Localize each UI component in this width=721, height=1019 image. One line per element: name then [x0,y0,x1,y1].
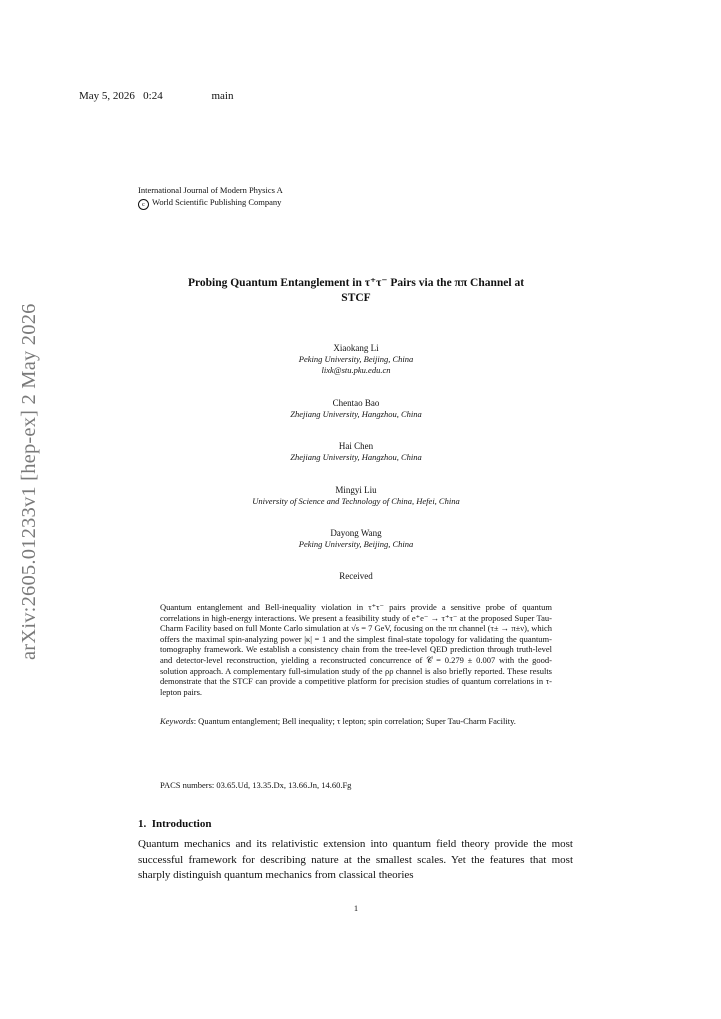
header-time: 0:24 [143,90,163,102]
author-affiliation: Zhejiang University, Hangzhou, China [290,452,422,462]
section-heading [138,818,211,830]
journal-name: International Journal of Modern Physics A [138,185,283,195]
author-email: lixk@stu.pku.edu.cn [321,365,391,375]
header-filename: main [211,90,234,102]
keywords-text: : Quantum entanglement; Bell inequality; τ lepton; spin correlation; Super Tau-Charm Facility. [193,716,516,726]
section-title: Introduction [151,818,212,830]
author-3 [130,440,582,463]
journal-info [138,184,283,210]
pacs-numbers: PACS numbers: 03.65.Ud, 13.35.Dx, 13.66.Jn, 14.60.Fg [160,780,352,790]
author-affiliation: University of Science and Technology of China, Hefei, China [252,496,460,506]
publisher: World Scientific Publishing Company [152,197,282,207]
keywords-label: Keywords [160,716,194,726]
received-line: Received [339,571,373,581]
author-5 [130,527,582,550]
intro-paragraph: Quantum mechanics and its relativistic extension into quantum field theory provide the most successful framework for describing nature at the smallest scales. Yet the features that most sharply distinguish quantum mechanics from classical theories [138,838,573,881]
arxiv-sidebar [18,303,58,700]
section-number: 1. [138,818,147,830]
title-line-2: STCF [341,292,371,304]
header-date: May 5, 2026 [79,90,135,102]
keywords [160,716,552,727]
page-number: 1 [353,903,359,913]
author-name: Chentao Bao [332,398,380,408]
author-affiliation: Peking University, Beijing, China [298,354,414,364]
abstract: Quantum entanglement and Bell-inequality violation in τ⁺τ⁻ pairs provide a sensitive probe of quantum correlations in high-energy interactions. We present a feasibility study of e⁺e⁻ → τ⁺τ⁻ at the proposed Super Tau-Charm Facility based on full Monte Carlo simulation at √s = 7 GeV, focusing on the ππ channel (τ± → π±ν), which offers the maximal spin-analyzing power |κ| = 1 and the simplest final-state topology for validating the quantum-tomography framework. We establish a consistency chain from the tree-level QED prediction through truth-level and detector-level reconstruction, yielding a reconstructed concurrence of 𝒞 = 0.279 ± 0.007 with the good-solution approach. A complementary full-simulation study of the ρρ channel is also briefly reported. These results demonstrate that the STCF can provide a competitive platform for precision studies of quantum correlations in τ-lepton pairs. [160,602,552,697]
author-name: Hai Chen [338,441,374,451]
running-header [79,90,233,102]
paper-title [130,276,582,306]
author-2 [130,397,582,420]
publisher-line [138,196,283,210]
author-affiliation: Zhejiang University, Hangzhou, China [290,409,422,419]
arxiv-identifier: arXiv:2605.01233v1 [hep-ex] 2 May 2026 [18,303,40,660]
copyright-icon: c [138,199,149,210]
author-4 [130,484,582,507]
author-name: Mingyi Liu [335,485,377,495]
author-name: Dayong Wang [330,528,382,538]
author-1 [130,342,582,376]
author-affiliation: Peking University, Beijing, China [298,539,414,549]
author-name: Xiaokang Li [333,343,379,353]
title-line-1: Probing Quantum Entanglement in τ⁺τ⁻ Pairs via the ππ Channel at [187,277,525,289]
